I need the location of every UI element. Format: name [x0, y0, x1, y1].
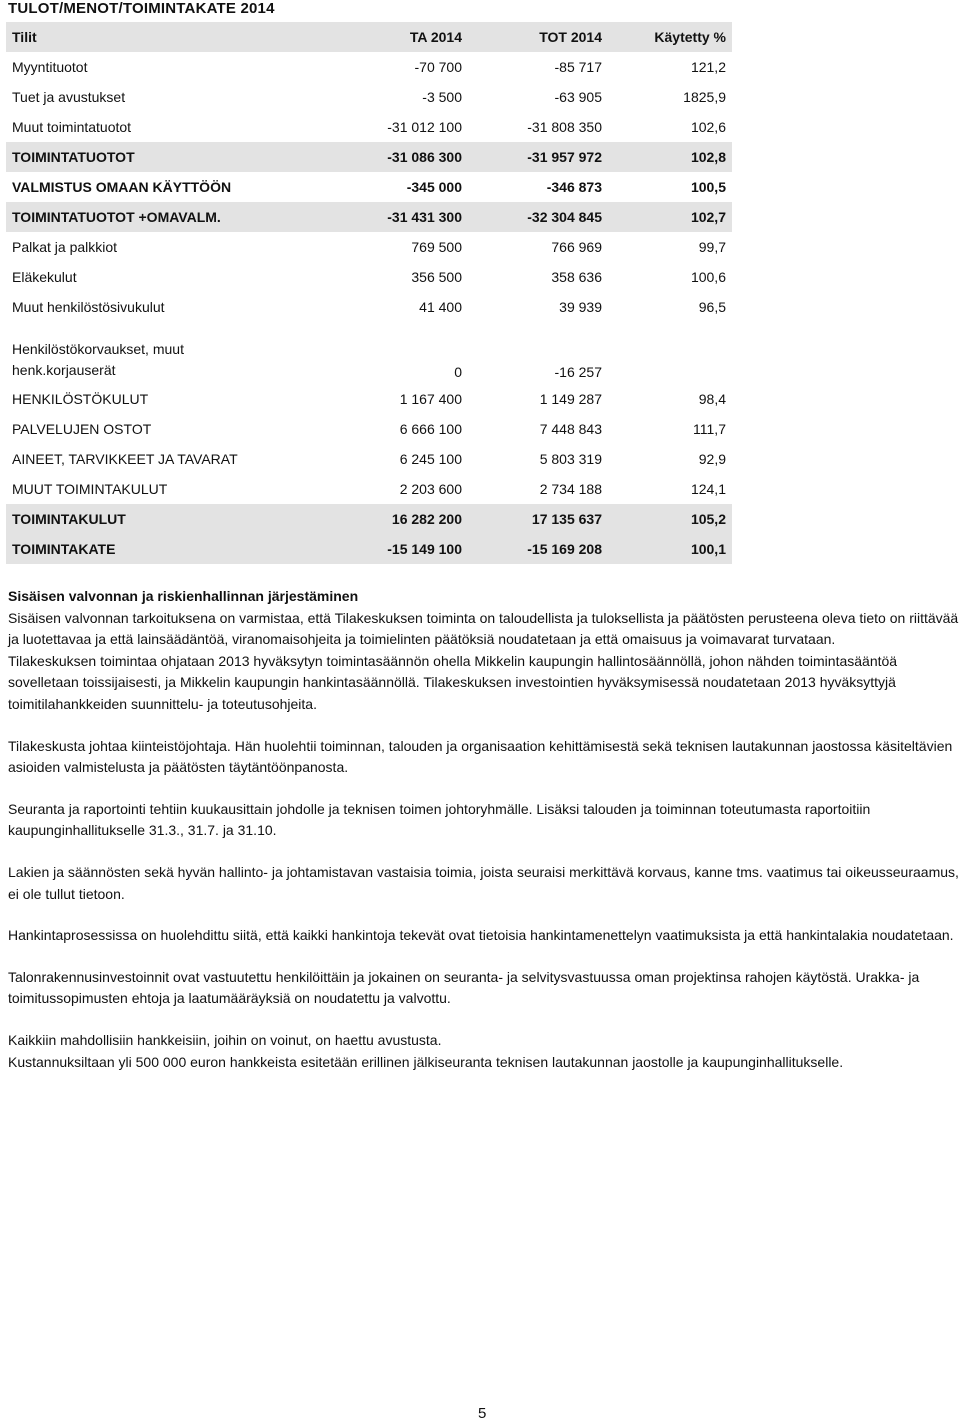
table-row	[6, 292, 732, 322]
row-pct: 102,7	[608, 202, 732, 232]
row-pct: 100,1	[608, 534, 732, 564]
row-actual: -31 808 350	[527, 119, 602, 135]
row-actual: 5 803 319	[539, 451, 602, 467]
table-row	[6, 82, 732, 112]
table-row	[6, 262, 732, 292]
row-pct: 102,6	[690, 119, 726, 135]
row-actual: 39 939	[559, 299, 602, 315]
row-budget: 1 167 400	[399, 391, 462, 407]
row-pct: 100,5	[690, 179, 726, 195]
row-pct: 121,2	[690, 59, 726, 75]
row-actual: 17 135 637	[468, 504, 608, 534]
header-budget: TA 2014	[296, 22, 468, 52]
row-actual: -16 257	[554, 364, 602, 380]
row-pct: 99,7	[698, 239, 726, 255]
table-row	[6, 172, 732, 202]
table-row-subtotal	[6, 142, 732, 172]
row-budget: 16 282 200	[296, 504, 468, 534]
row-actual: -31 957 972	[468, 142, 608, 172]
table-row	[6, 474, 732, 504]
row-actual: 358 636	[551, 269, 602, 285]
row-actual: -32 304 845	[468, 202, 608, 232]
row-label: HENKILÖSTÖKULUT	[12, 391, 149, 407]
row-budget: -70 700	[414, 59, 462, 75]
paragraph: Tilakeskusta johtaa kiinteistöjohtaja. Hän huolehtii toiminnan, talouden ja organisaation kehittämisestä sekä teknisen lautakunnan jaostossa käsiteltävien asioiden valmistelusta ja päätösten täytäntöönpanosta.	[8, 737, 953, 776]
paragraph: Lakien ja säännösten sekä hyvän hallinto- ja johtamistavan vastaisia toimia, joista seuraisi merkittävä korvaus, kanne tms. vaatimus tai oikeusseuraamus, ei ole tullut tietoon.	[8, 863, 959, 902]
row-label: Tuet ja avustukset	[12, 89, 126, 105]
paragraph: Kaikkiin mahdollisiin hankkeisiin, joihin on voinut, on haettu avustusta.	[8, 1031, 442, 1048]
row-label: Muut toimintatuotot	[12, 119, 132, 135]
page-number: 5	[478, 1405, 487, 1422]
row-budget: -31 012 100	[387, 119, 462, 135]
row-label: TOIMINTATUOTOT +OMAVALM.	[6, 202, 296, 232]
paragraph: Hankintaprosessissa on huolehdittu siitä, että kaikki hankintoja tekevät ovat tietoisia hankintamenettelyn vaatimuksista ja että hankintalakia noudatetaan.	[8, 927, 954, 944]
row-budget: 0	[454, 364, 462, 380]
row-label: Eläkekulut	[12, 269, 77, 285]
row-label: VALMISTUS OMAAN KÄYTTÖÖN	[12, 179, 232, 195]
row-actual: 7 448 843	[539, 421, 602, 437]
row-budget: 6 245 100	[399, 451, 462, 467]
row-actual: 766 969	[551, 239, 602, 255]
paragraph: Talonrakennusinvestoinnit ovat vastuutettu henkilöittäin ja jokainen on seuranta- ja selvitysvastuussa oman projektinsa rahojen käytöstä. Urakka- ja toimitussopimusten ehtoja ja laatumääräyksiä on noudatettu ja valvottu.	[8, 968, 920, 1007]
page-title: TULOT/MENOT/TOIMINTAKATE 2014	[8, 0, 275, 17]
row-label: Myyntituotot	[12, 59, 88, 75]
row-budget: 41 400	[419, 299, 462, 315]
table-row-total	[6, 534, 732, 564]
paragraph: Kustannuksiltaan yli 500 000 euron hankkeista esitetään erillinen jälkiseuranta teknisen lautakunnan jaostolle ja kaupunginhallitukselle.	[8, 1053, 844, 1070]
paragraph: Sisäisen valvonnan tarkoituksena on varmistaa, että Tilakeskuksen toiminta on taloudellista ja tuloksellista ja päätösten perusteena oleva tieto on riittävää ja luotettavaa ja että lainsäädäntöä, viranomaisohjeita ja toimielinten päätöksiä noudatetaan ja että omaisuus ja voimavarat turvataan.	[8, 609, 959, 648]
row-pct: 1825,9	[683, 89, 726, 105]
row-label: PALVELUJEN OSTOT	[12, 421, 152, 437]
budget-table	[6, 22, 732, 564]
table-row	[6, 52, 732, 82]
table-row	[6, 444, 732, 474]
row-pct: 96,5	[698, 299, 726, 315]
row-pct: 111,7	[693, 421, 726, 437]
row-label: TOIMINTATUOTOT	[6, 142, 296, 172]
body-text	[8, 586, 960, 1073]
row-label: Henkilöstökorvaukset, muut henk.korjauserät	[12, 341, 184, 378]
row-budget: -3 500	[422, 89, 462, 105]
row-pct: 100,6	[690, 269, 726, 285]
table-row	[6, 232, 732, 262]
row-pct	[608, 322, 732, 384]
row-budget: 2 203 600	[399, 481, 462, 497]
row-actual: -85 717	[554, 59, 602, 75]
row-actual: 2 734 188	[539, 481, 602, 497]
table-row	[6, 322, 732, 384]
table-header-row	[6, 22, 732, 52]
row-actual: -63 905	[554, 89, 602, 105]
row-actual: -346 873	[546, 179, 602, 195]
row-pct: 105,2	[608, 504, 732, 534]
row-label: AINEET, TARVIKKEET JA TAVARAT	[12, 451, 238, 467]
table-row	[6, 384, 732, 414]
table-row	[6, 112, 732, 142]
section-heading: Sisäisen valvonnan ja riskienhallinnan järjestäminen	[8, 588, 359, 604]
paragraph: Seuranta ja raportointi tehtiin kuukausittain johdolle ja teknisen toimen johtoryhmälle. Lisäksi talouden ja toiminnan toteutumasta raportoitiin kaupunginhallitukselle 31.3., 31.7. ja 31.10.	[8, 800, 871, 839]
row-budget: -15 149 100	[296, 534, 468, 564]
row-pct: 98,4	[698, 391, 726, 407]
row-budget: -31 431 300	[296, 202, 468, 232]
row-label: Muut henkilöstösivukulut	[12, 299, 165, 315]
row-actual: 1 149 287	[539, 391, 602, 407]
row-label: MUUT TOIMINTAKULUT	[12, 481, 168, 497]
row-pct: 124,1	[690, 481, 726, 497]
header-accounts: Tilit	[6, 22, 296, 52]
table-row-subtotal	[6, 504, 732, 534]
paragraph: Tilakeskuksen toimintaa ohjataan 2013 hyväksytyn toimintasäännön ohella Mikkelin kaupungin hallintosäännöllä, johon nähden toimintasääntöä sovelletaan toissijaisesti, ja Mikkelin kaupungin hankintasäännöllä. Tilakeskuksen investointien hyväksymisessä noudatetaan 2013 hyväksyttyjä toimitilahankkeiden suunnittelu- ja toteutusohjeita.	[8, 652, 898, 712]
header-used-pct: Käytetty %	[608, 22, 732, 52]
header-actual: TOT 2014	[468, 22, 608, 52]
row-label: Palkat ja palkkiot	[12, 239, 118, 255]
table-row-subtotal	[6, 202, 732, 232]
row-budget: 769 500	[411, 239, 462, 255]
table-row	[6, 414, 732, 444]
row-budget: 6 666 100	[399, 421, 462, 437]
row-label: TOIMINTAKATE	[6, 534, 296, 564]
row-pct: 92,9	[698, 451, 726, 467]
row-budget: 356 500	[411, 269, 462, 285]
row-budget: -345 000	[406, 179, 462, 195]
row-label: TOIMINTAKULUT	[6, 504, 296, 534]
row-budget: -31 086 300	[296, 142, 468, 172]
row-pct: 102,8	[608, 142, 732, 172]
row-actual: -15 169 208	[468, 534, 608, 564]
